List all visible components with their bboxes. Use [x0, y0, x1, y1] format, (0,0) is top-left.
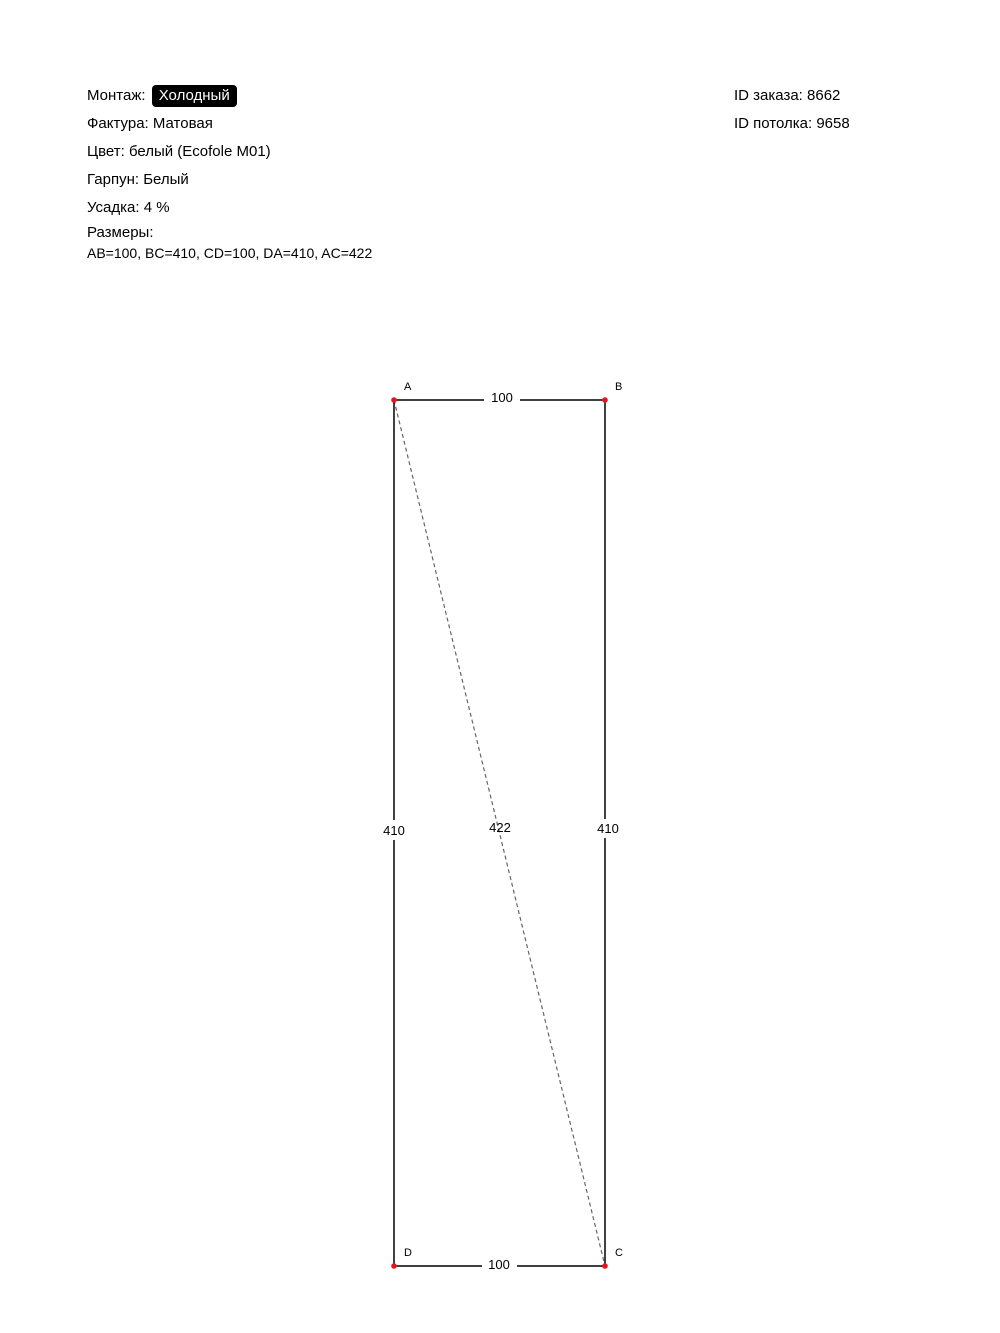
order-id: ID заказа: 8662	[734, 87, 841, 104]
sizes-values: AB=100, BC=410, CD=100, DA=410, AC=422	[87, 245, 373, 261]
color-text: Цвет: белый (Ecofole M01)	[87, 143, 271, 160]
ceiling-id: ID потолка: 9658	[734, 115, 850, 132]
sizes-label: Размеры:	[87, 224, 154, 241]
vertex-a-marker	[391, 397, 397, 403]
dim-da-label: 410	[383, 823, 405, 838]
shrink-text: Усадка: 4 %	[87, 199, 170, 216]
texture-text: Фактура: Матовая	[87, 115, 213, 132]
dim-cd-label: 100	[488, 1257, 510, 1272]
mount-badge: Холодный	[152, 85, 237, 107]
vertex-c-label: C	[615, 1247, 623, 1259]
vertex-c-marker	[602, 1263, 608, 1269]
vertex-b-marker	[602, 397, 608, 403]
harpoon-text: Гарпун: Белый	[87, 171, 189, 188]
vertex-a-label: A	[404, 381, 412, 393]
mount-label: Монтаж:	[87, 87, 146, 104]
vertex-d-marker	[391, 1263, 397, 1269]
dim-ac-label: 422	[489, 820, 511, 835]
dim-bc-label: 410	[597, 821, 619, 836]
vertex-d-label: D	[404, 1247, 412, 1259]
vertex-b-label: B	[615, 381, 623, 393]
dim-ab-label: 100	[491, 390, 513, 405]
